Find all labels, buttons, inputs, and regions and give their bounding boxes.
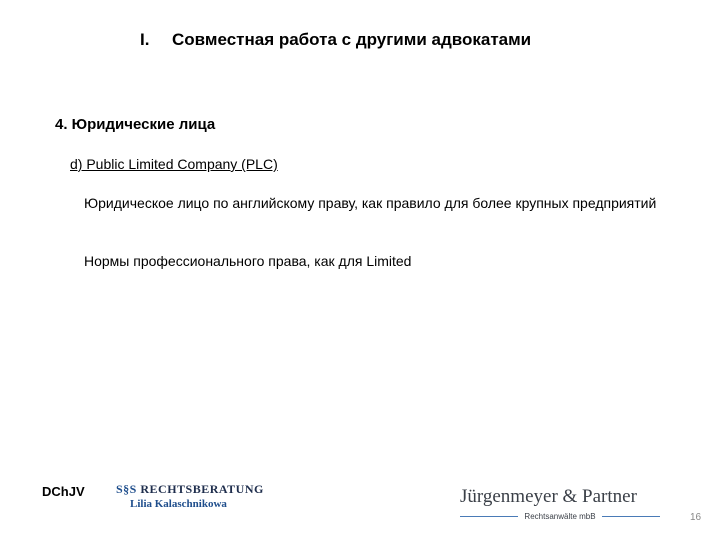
divider-line-right bbox=[602, 516, 660, 517]
logo-brand-text: RECHTSBERATUNG bbox=[140, 482, 264, 496]
firm-subtitle-row bbox=[460, 512, 660, 521]
paragraph-2: Нормы профессионального права, как для Limited bbox=[84, 253, 412, 269]
page-title: Совместная работа с другими адвокатами bbox=[172, 30, 532, 49]
page-number: 16 bbox=[690, 512, 702, 523]
paragraph-1: Юридическое лицо по английскому праву, как правило для более крупных предприятий bbox=[84, 195, 657, 211]
firm-subtitle: Rechtsanwälte mbB bbox=[524, 512, 596, 521]
logo-brand-row bbox=[116, 482, 264, 497]
section-title: 4. Юридические лица bbox=[55, 116, 216, 133]
firm-logo bbox=[460, 486, 660, 521]
list-item-plc: d) Public Limited Company (PLC) bbox=[70, 156, 278, 172]
sos-logo bbox=[116, 482, 264, 510]
logo-person-name: Lilia Kalaschnikowa bbox=[130, 498, 227, 510]
heading-number: I. bbox=[140, 30, 150, 49]
footer-label: DChJV bbox=[42, 484, 85, 499]
divider-line-left bbox=[460, 516, 518, 517]
sos-mark-icon: S§S bbox=[116, 482, 137, 496]
firm-name: Jürgenmeyer & Partner bbox=[460, 486, 637, 507]
